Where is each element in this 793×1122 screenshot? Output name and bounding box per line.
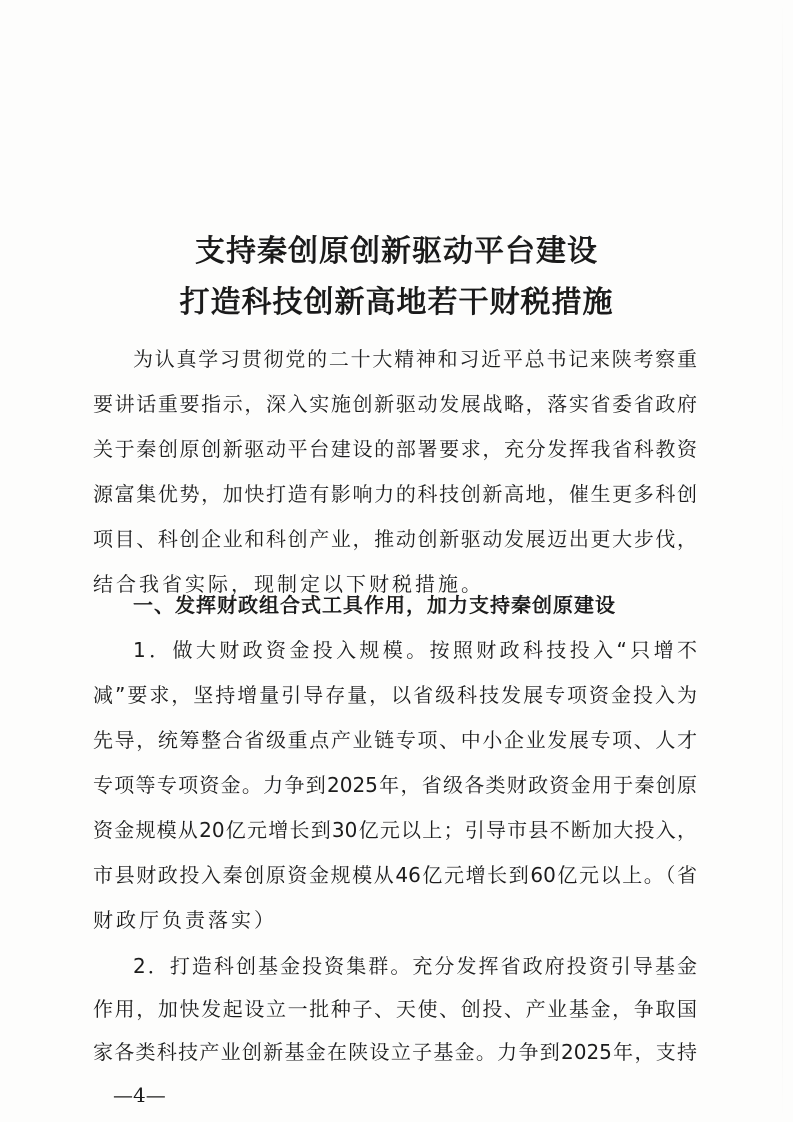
item-1-line: 市县财政投入秦创原资金规模从46亿元增长到60亿元以上。（省 — [93, 863, 697, 887]
item-1-line: 1．做大财政资金投入规模。按照财政科技投入“只增不 — [133, 638, 697, 662]
section-heading: 一、发挥财政组合式工具作用，加力支持秦创原建设 — [133, 593, 616, 617]
item-2-line: 家各类科技产业创新基金在陕设立子基金。力争到2025年，支持 — [93, 1040, 697, 1064]
intro-line: 结合我省实际，现制定以下财税措施。 — [93, 572, 484, 596]
intro-line: 要讲话重要指示，深入实施创新驱动发展战略，落实省委省政府 — [93, 392, 697, 416]
document-title-line-2: 打造科技创新高地若干财税措施 — [179, 285, 614, 320]
item-1-line: 先导，统筹整合省级重点产业链专项、中小企业发展专项、人才 — [93, 728, 697, 752]
intro-line: 关于秦创原创新驱动平台建设的部署要求，充分发挥我省科教资 — [93, 437, 697, 461]
intro-line: 为认真学习贯彻党的二十大精神和习近平总书记来陕考察重 — [133, 347, 697, 371]
item-1-line: 资金规模从20亿元增长到30亿元以上；引导市县不断加大投入， — [93, 818, 697, 842]
item-1-line: 专项等专项资金。力争到2025年，省级各类财政资金用于秦创原 — [93, 773, 697, 797]
scan-edge — [782, 0, 783, 1122]
intro-line: 源富集优势，加快打造有影响力的科技创新高地，催生更多科创 — [93, 482, 697, 506]
item-1-line: 财政厅负责落实） — [93, 908, 277, 932]
intro-line: 项目、科创企业和科创产业，推动创新驱动发展迈出更大步伐， — [93, 527, 697, 551]
page-number: —4— — [113, 1083, 166, 1107]
document-title-line-1: 支持秦创原创新驱动平台建设 — [195, 234, 598, 269]
item-2-line: 2．打造科创基金投资集群。充分发挥省政府投资引导基金 — [133, 954, 697, 978]
item-1-line: 减”要求，坚持增量引导存量，以省级科技发展专项资金投入为 — [93, 683, 697, 707]
item-2-line: 作用，加快发起设立一批种子、天使、创投、产业基金，争取国 — [93, 997, 697, 1021]
